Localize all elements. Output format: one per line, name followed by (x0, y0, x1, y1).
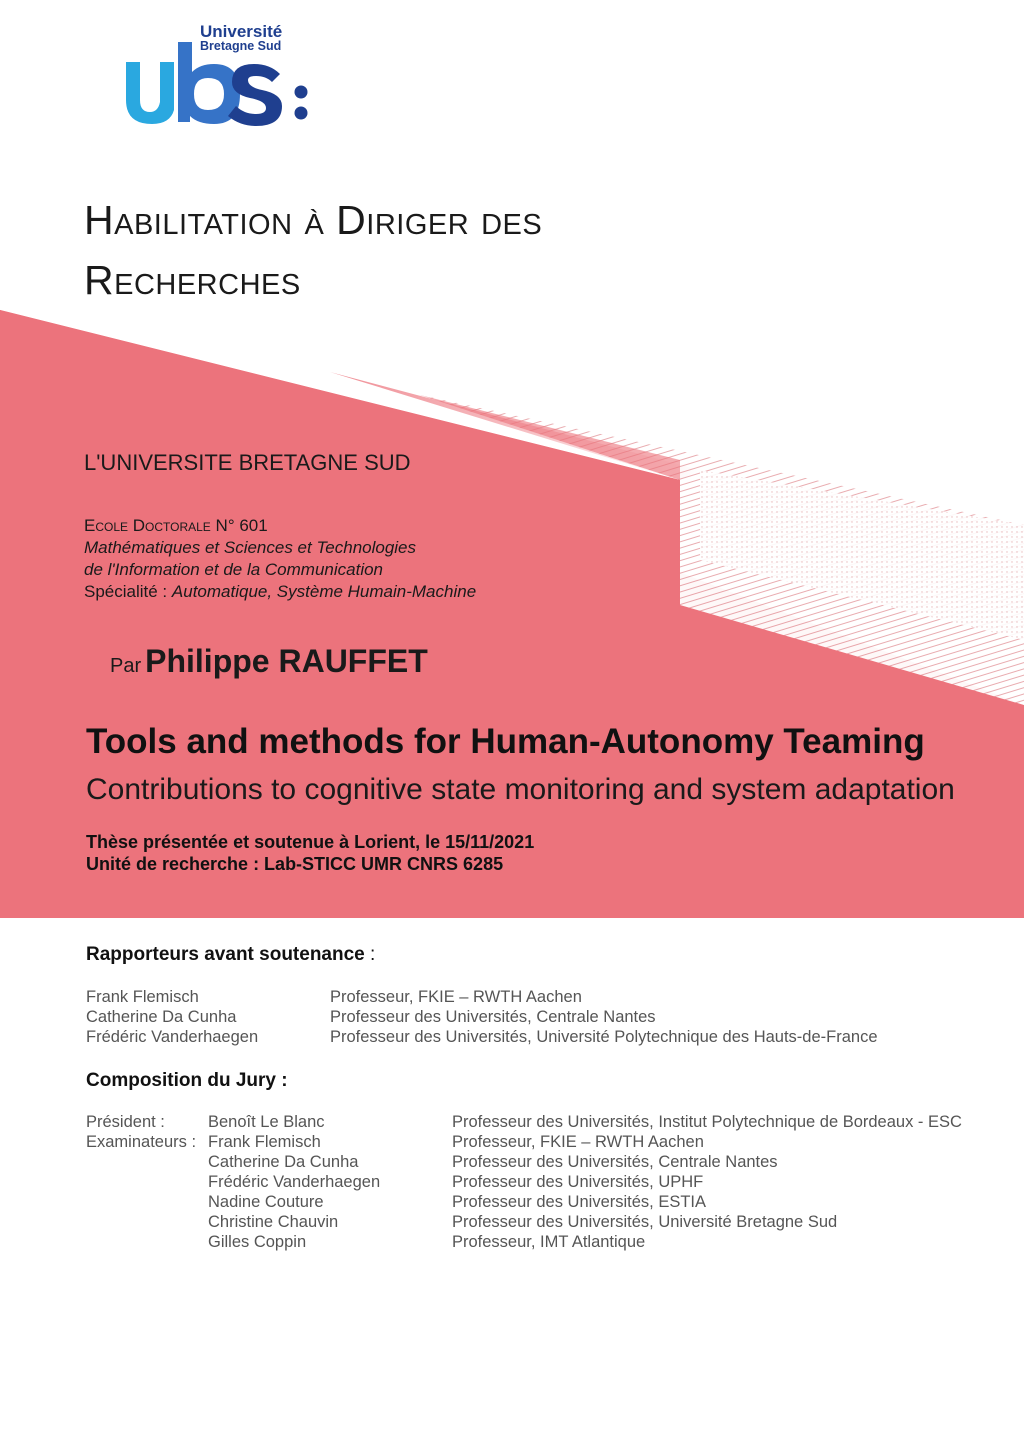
list-item: Nadine Couture (208, 1193, 324, 1211)
header-line2: Recherches (84, 257, 301, 303)
thesis-defense-line: Thèse présentée et soutenue à Lorient, le 15/11/2021 (86, 832, 535, 852)
thesis-info (86, 831, 534, 875)
author-line (110, 643, 428, 680)
header-line1: Habilitation à Diriger des (84, 197, 543, 243)
list-item: Professeur des Universités, Centrale Nantes (330, 1008, 656, 1026)
list-item: Catherine Da Cunha (208, 1153, 359, 1171)
jury-names (208, 1112, 380, 1252)
list-item: Professeur, FKIE – RWTH Aachen (452, 1133, 704, 1151)
list-item: Frédéric Vanderhaegen (86, 1028, 259, 1046)
jury-roles (86, 1112, 196, 1152)
logo-text-line2: Bretagne Sud (200, 39, 282, 53)
ecole-label: Ecole Doctorale (84, 516, 211, 535)
ecole-line2: Mathématiques et Sciences et Technologies (84, 538, 417, 557)
list-item: Professeur des Universités, Centrale Nantes (452, 1153, 778, 1171)
author-name: Philippe RAUFFET (145, 643, 428, 679)
ubs-logo-icon (120, 40, 320, 130)
list-item: Frank Flemisch (86, 988, 199, 1006)
jury-affiliations (452, 1112, 962, 1252)
list-item: Benoît Le Blanc (208, 1113, 325, 1131)
author-prefix: Par (110, 655, 142, 677)
list-item: Président : (86, 1113, 165, 1131)
rapporteurs-colon: : (364, 944, 376, 965)
specialite-value: Automatique, Système Humain-Machine (171, 582, 477, 601)
list-item: Professeur, FKIE – RWTH Aachen (330, 988, 582, 1006)
list-item: Gilles Coppin (208, 1233, 307, 1251)
jury-heading: Composition du Jury : (86, 1070, 288, 1091)
rapporteurs-names (86, 987, 258, 1047)
thesis-unit-line: Unité de recherche : Lab-STICC UMR CNRS 6285 (86, 854, 504, 874)
university-logo (120, 22, 320, 132)
list-item: Christine Chauvin (208, 1213, 339, 1231)
list-item: Professeur des Universités, Université Polytechnique des Hauts-de-France (330, 1028, 878, 1046)
university-name: L'UNIVERSITE BRETAGNE SUD (84, 450, 411, 475)
list-item: Frédéric Vanderhaegen (208, 1173, 381, 1191)
list-item: Frank Flemisch (208, 1133, 321, 1151)
logo-text-line1: Université (200, 22, 283, 41)
list-item: Professeur des Universités, UPHF (452, 1173, 704, 1191)
rapporteurs-heading (86, 944, 375, 966)
thesis-subtitle: Contributions to cognitive state monitoring and system adaptation (86, 773, 955, 806)
list-item: Catherine Da Cunha (86, 1008, 237, 1026)
rapporteurs-heading-text: Rapporteurs avant soutenance (86, 944, 365, 965)
specialite-label: Spécialité : (84, 582, 168, 601)
list-item: Professeur des Universités, Institut Polytechnique de Bordeaux - ESC (452, 1113, 962, 1131)
list-item: Examinateurs : (86, 1133, 197, 1151)
ecole-line3: de l'Information et de la Communication (84, 560, 384, 579)
list-item: Professeur des Universités, ESTIA (452, 1193, 707, 1211)
list-item: Professeur, IMT Atlantique (452, 1233, 646, 1251)
ecole-doctorale-block (84, 515, 476, 603)
list-item: Professeur des Universités, Université Bretagne Sud (452, 1213, 838, 1231)
rapporteurs-affiliations (330, 987, 878, 1047)
ecole-number: N° 601 (215, 516, 268, 535)
thesis-title: Tools and methods for Human-Autonomy Teaming (86, 722, 925, 761)
